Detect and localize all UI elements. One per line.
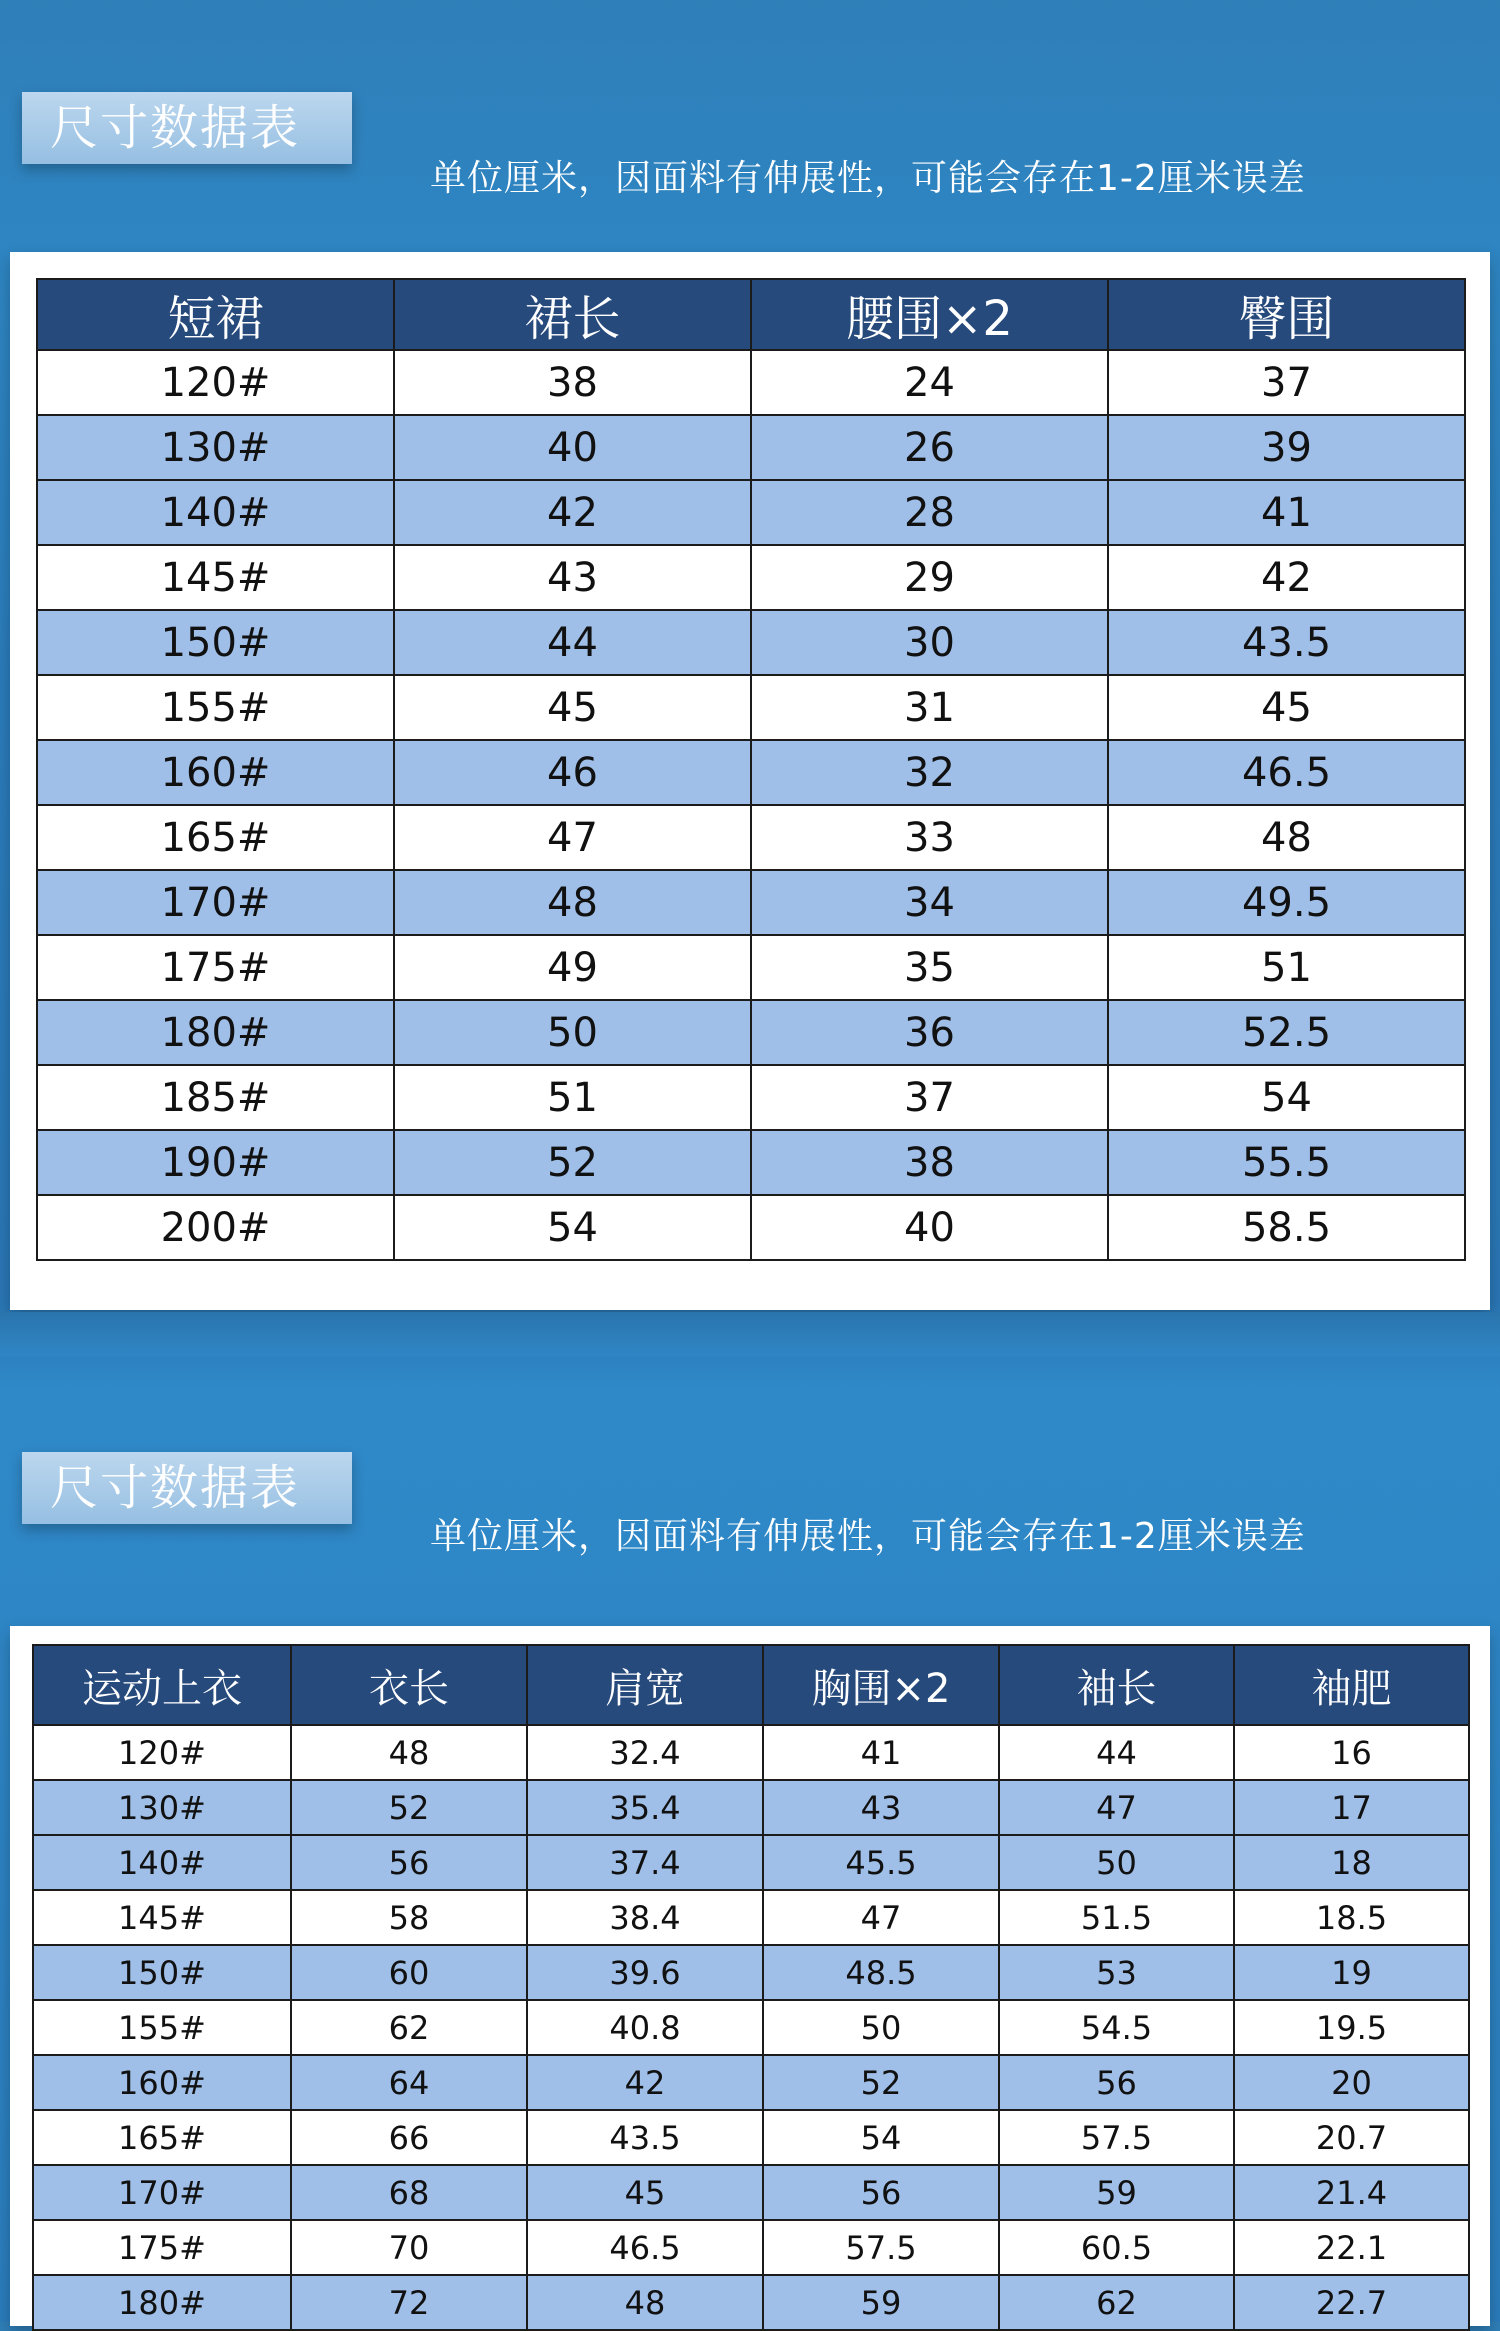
measurement-cell: 19.5	[1234, 2000, 1469, 2055]
measurement-cell: 62	[999, 2275, 1234, 2330]
measurement-cell: 37	[751, 1065, 1108, 1130]
table-row	[33, 1835, 1469, 1890]
size-cell: 165#	[37, 805, 394, 870]
table-row	[37, 610, 1465, 675]
measurement-cell: 37	[1108, 350, 1465, 415]
table-row	[37, 1065, 1465, 1130]
measurement-cell: 30	[751, 610, 1108, 675]
measurement-cell: 44	[394, 610, 751, 675]
measurement-cell: 44	[999, 1725, 1234, 1780]
measurement-cell: 47	[394, 805, 751, 870]
measurement-cell: 40	[751, 1195, 1108, 1260]
measurement-cell: 57.5	[763, 2220, 999, 2275]
measurement-cell: 46	[394, 740, 751, 805]
size-cell: 150#	[33, 1945, 291, 2000]
table-row	[37, 545, 1465, 610]
measurement-cell: 43	[763, 1780, 999, 1835]
column-header: 裙长	[394, 279, 751, 350]
size-cell: 130#	[33, 1780, 291, 1835]
measurement-cell: 42	[1108, 545, 1465, 610]
table-row	[37, 935, 1465, 1000]
measurement-cell: 45.5	[763, 1835, 999, 1890]
table-row	[37, 1130, 1465, 1195]
measurement-cell: 45	[527, 2165, 763, 2220]
section-title: 尺寸数据表	[22, 1452, 352, 1524]
measurement-cell: 40	[394, 415, 751, 480]
column-header: 袖长	[999, 1645, 1234, 1725]
measurement-cell: 18.5	[1234, 1890, 1469, 1945]
measurement-cell: 58.5	[1108, 1195, 1465, 1260]
measurement-cell: 31	[751, 675, 1108, 740]
size-cell: 130#	[37, 415, 394, 480]
measurement-cell: 48	[527, 2275, 763, 2330]
size-cell: 180#	[33, 2275, 291, 2330]
measurement-cell: 55.5	[1108, 1130, 1465, 1195]
measurement-cell: 16	[1234, 1725, 1469, 1780]
size-cell: 155#	[37, 675, 394, 740]
size-cell: 150#	[37, 610, 394, 675]
table-row	[37, 1000, 1465, 1065]
table-row	[37, 480, 1465, 545]
measurement-cell: 32.4	[527, 1725, 763, 1780]
measurement-cell: 54	[394, 1195, 751, 1260]
measurement-cell: 50	[394, 1000, 751, 1065]
measurement-cell: 62	[291, 2000, 527, 2055]
measurement-cell: 56	[763, 2165, 999, 2220]
measurement-cell: 36	[751, 1000, 1108, 1065]
measurement-cell: 20.7	[1234, 2110, 1469, 2165]
section-divider	[0, 1312, 1500, 1356]
section-subtitle: 单位厘米，因面料有伸展性，可能会存在1-2厘米误差	[430, 158, 1306, 199]
measurement-cell: 41	[763, 1725, 999, 1780]
measurement-cell: 72	[291, 2275, 527, 2330]
measurement-cell: 43.5	[527, 2110, 763, 2165]
measurement-cell: 42	[394, 480, 751, 545]
table-panel	[10, 1626, 1490, 2326]
measurement-cell: 54	[763, 2110, 999, 2165]
size-cell: 145#	[37, 545, 394, 610]
size-cell: 160#	[33, 2055, 291, 2110]
measurement-cell: 49.5	[1108, 870, 1465, 935]
measurement-cell: 59	[999, 2165, 1234, 2220]
size-cell: 170#	[37, 870, 394, 935]
size-cell: 180#	[37, 1000, 394, 1065]
table-row	[37, 740, 1465, 805]
measurement-cell: 21.4	[1234, 2165, 1469, 2220]
measurement-cell: 48	[394, 870, 751, 935]
table-row	[33, 1780, 1469, 1835]
measurement-cell: 22.1	[1234, 2220, 1469, 2275]
size-cell: 145#	[33, 1890, 291, 1945]
measurement-cell: 54.5	[999, 2000, 1234, 2055]
column-header: 腰围×2	[751, 279, 1108, 350]
measurement-cell: 18	[1234, 1835, 1469, 1890]
column-header: 臀围	[1108, 279, 1465, 350]
section-subtitle: 单位厘米，因面料有伸展性，可能会存在1-2厘米误差	[430, 1516, 1306, 1557]
measurement-cell: 32	[751, 740, 1108, 805]
measurement-cell: 50	[999, 1835, 1234, 1890]
size-cell: 155#	[33, 2000, 291, 2055]
size-cell: 190#	[37, 1130, 394, 1195]
table-row	[37, 350, 1465, 415]
measurement-cell: 17	[1234, 1780, 1469, 1835]
size-cell: 140#	[37, 480, 394, 545]
measurement-cell: 57.5	[999, 2110, 1234, 2165]
measurement-cell: 56	[291, 1835, 527, 1890]
measurement-cell: 56	[999, 2055, 1234, 2110]
measurement-cell: 68	[291, 2165, 527, 2220]
measurement-cell: 59	[763, 2275, 999, 2330]
table-row	[33, 1945, 1469, 2000]
measurement-cell: 46.5	[527, 2220, 763, 2275]
measurement-cell: 54	[1108, 1065, 1465, 1130]
table-row	[33, 2000, 1469, 2055]
measurement-cell: 48.5	[763, 1945, 999, 2000]
measurement-cell: 53	[999, 1945, 1234, 2000]
measurement-cell: 47	[763, 1890, 999, 1945]
measurement-cell: 40.8	[527, 2000, 763, 2055]
measurement-cell: 20	[1234, 2055, 1469, 2110]
size-cell: 175#	[37, 935, 394, 1000]
size-cell: 120#	[33, 1725, 291, 1780]
measurement-cell: 43.5	[1108, 610, 1465, 675]
table-row	[33, 2220, 1469, 2275]
measurement-cell: 52.5	[1108, 1000, 1465, 1065]
measurement-cell: 51	[394, 1065, 751, 1130]
column-header: 衣长	[291, 1645, 527, 1725]
measurement-cell: 47	[999, 1780, 1234, 1835]
size-table-skirt	[36, 278, 1466, 1261]
column-header: 运动上衣	[33, 1645, 291, 1725]
measurement-cell: 24	[751, 350, 1108, 415]
measurement-cell: 34	[751, 870, 1108, 935]
table-row	[33, 1890, 1469, 1945]
table-row	[37, 1195, 1465, 1260]
size-cell: 120#	[37, 350, 394, 415]
measurement-cell: 48	[291, 1725, 527, 1780]
measurement-cell: 38	[394, 350, 751, 415]
measurement-cell: 42	[527, 2055, 763, 2110]
measurement-cell: 39	[1108, 415, 1465, 480]
measurement-cell: 38.4	[527, 1890, 763, 1945]
measurement-cell: 49	[394, 935, 751, 1000]
measurement-cell: 26	[751, 415, 1108, 480]
measurement-cell: 19	[1234, 1945, 1469, 2000]
size-section-top	[0, 1356, 1500, 2322]
measurement-cell: 35.4	[527, 1780, 763, 1835]
table-panel	[10, 252, 1490, 1310]
column-header: 肩宽	[527, 1645, 763, 1725]
measurement-cell: 70	[291, 2220, 527, 2275]
measurement-cell: 52	[763, 2055, 999, 2110]
measurement-cell: 45	[1108, 675, 1465, 740]
measurement-cell: 64	[291, 2055, 527, 2110]
measurement-cell: 60.5	[999, 2220, 1234, 2275]
table-row	[33, 2110, 1469, 2165]
size-table-top	[32, 1644, 1470, 2331]
measurement-cell: 39.6	[527, 1945, 763, 2000]
table-row	[33, 2055, 1469, 2110]
size-cell: 175#	[33, 2220, 291, 2275]
measurement-cell: 37.4	[527, 1835, 763, 1890]
measurement-cell: 60	[291, 1945, 527, 2000]
size-cell: 170#	[33, 2165, 291, 2220]
table-row	[37, 870, 1465, 935]
measurement-cell: 66	[291, 2110, 527, 2165]
column-header: 胸围×2	[763, 1645, 999, 1725]
size-cell: 200#	[37, 1195, 394, 1260]
measurement-cell: 52	[394, 1130, 751, 1195]
table-row	[33, 2165, 1469, 2220]
measurement-cell: 46.5	[1108, 740, 1465, 805]
column-header: 短裙	[37, 279, 394, 350]
measurement-cell: 45	[394, 675, 751, 740]
size-cell: 140#	[33, 1835, 291, 1890]
measurement-cell: 50	[763, 2000, 999, 2055]
column-header: 袖肥	[1234, 1645, 1469, 1725]
measurement-cell: 22.7	[1234, 2275, 1469, 2330]
table-row	[33, 1725, 1469, 1780]
measurement-cell: 35	[751, 935, 1108, 1000]
measurement-cell: 51.5	[999, 1890, 1234, 1945]
measurement-cell: 52	[291, 1780, 527, 1835]
measurement-cell: 29	[751, 545, 1108, 610]
table-row	[37, 805, 1465, 870]
measurement-cell: 48	[1108, 805, 1465, 870]
size-cell: 165#	[33, 2110, 291, 2165]
table-row	[37, 415, 1465, 480]
measurement-cell: 43	[394, 545, 751, 610]
section-title: 尺寸数据表	[22, 92, 352, 164]
measurement-cell: 28	[751, 480, 1108, 545]
measurement-cell: 51	[1108, 935, 1465, 1000]
measurement-cell: 38	[751, 1130, 1108, 1195]
measurement-cell: 33	[751, 805, 1108, 870]
measurement-cell: 58	[291, 1890, 527, 1945]
measurement-cell: 41	[1108, 480, 1465, 545]
size-cell: 185#	[37, 1065, 394, 1130]
table-row	[37, 675, 1465, 740]
size-cell: 160#	[37, 740, 394, 805]
